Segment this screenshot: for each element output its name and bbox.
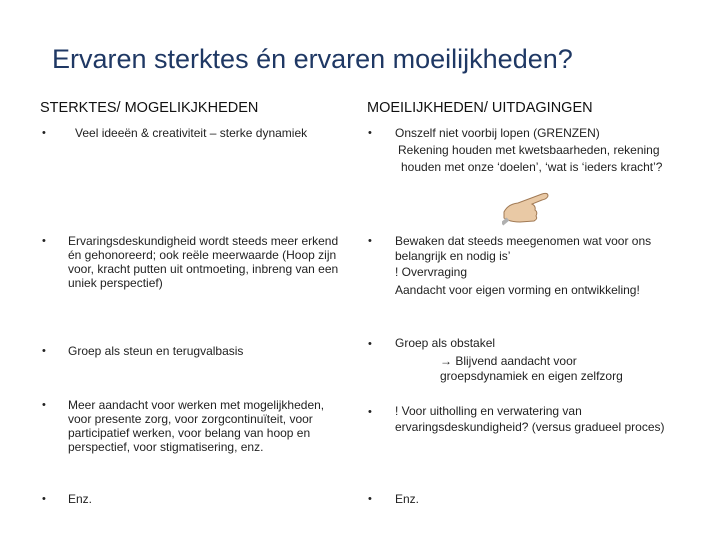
right-item-4-line-1: ! Voor uitholling en verwatering van <box>395 404 582 418</box>
right-item-1-line-3: houden met onze ‘doelen’, ‘wat is ‘ieders kracht’? <box>401 160 663 174</box>
bullet: • <box>368 127 372 139</box>
left-item-5: Enz. <box>68 492 93 506</box>
left-item-4: Meer aandacht voor werken met mogelijkheden, voor presente zorg, voor zorgcontinuïteit, voor participatief werken, voor belang van hoop en perspectief, voor stigmatisering, enz. <box>68 398 325 454</box>
left-column-heading: STERKTES/ MOGELIKJKHEDEN <box>40 100 259 116</box>
bullet: • <box>368 235 372 247</box>
right-item-3-line-1: Groep als obstakel <box>395 336 496 350</box>
left-item-3: Groep als steun en terugvalbasis <box>68 344 244 358</box>
bullet: • <box>42 345 46 357</box>
bullet: • <box>42 235 46 247</box>
page-title: Ervaren sterktes én ervaren moeilijkheden? <box>52 44 573 74</box>
right-item-2-line-2: belangrijk en nodig is’ <box>395 249 511 263</box>
bullet: • <box>42 493 46 505</box>
right-item-5: Enz. <box>395 492 420 506</box>
bullet: • <box>368 406 372 418</box>
left-item-1: Veel ideeën & creativiteit – sterke dynamiek <box>75 126 308 140</box>
right-item-4-line-2: ervaringsdeskundigheid? (versus gradueel proces) <box>395 420 665 434</box>
right-item-2-line-4: Aandacht voor eigen vorming en ontwikkeling! <box>395 283 640 297</box>
right-item-1-line-1: Onszelf niet voorbij lopen (GRENZEN) <box>395 126 600 140</box>
right-column-heading: MOEILIJKHEDEN/ UITDAGINGEN <box>367 100 593 116</box>
left-item-2: Ervaringsdeskundigheid wordt steeds meer erkend én gehonoreerd; ook reële meerwaarde (Hoop zijn voor, kracht putten uit ontmoeting, inbreng van een uniek perspectief) <box>68 234 339 290</box>
bullet: • <box>368 338 372 350</box>
bullet: • <box>42 399 46 411</box>
right-item-1-line-2: Rekening houden met kwetsbaarheden, rekening <box>398 143 660 157</box>
bullet: • <box>368 493 372 505</box>
right-item-2-line-1: Bewaken dat steeds meegenomen wat voor ons <box>395 234 652 248</box>
right-item-3-line-3: groepsdynamiek en eigen zelfzorg <box>440 369 623 383</box>
pointing-hand-icon <box>502 186 552 226</box>
right-item-3-line-2: → Blijvend aandacht voor <box>440 354 577 368</box>
right-item-2-line-3: ! Overvraging <box>395 265 468 279</box>
bullet: • <box>42 127 46 139</box>
